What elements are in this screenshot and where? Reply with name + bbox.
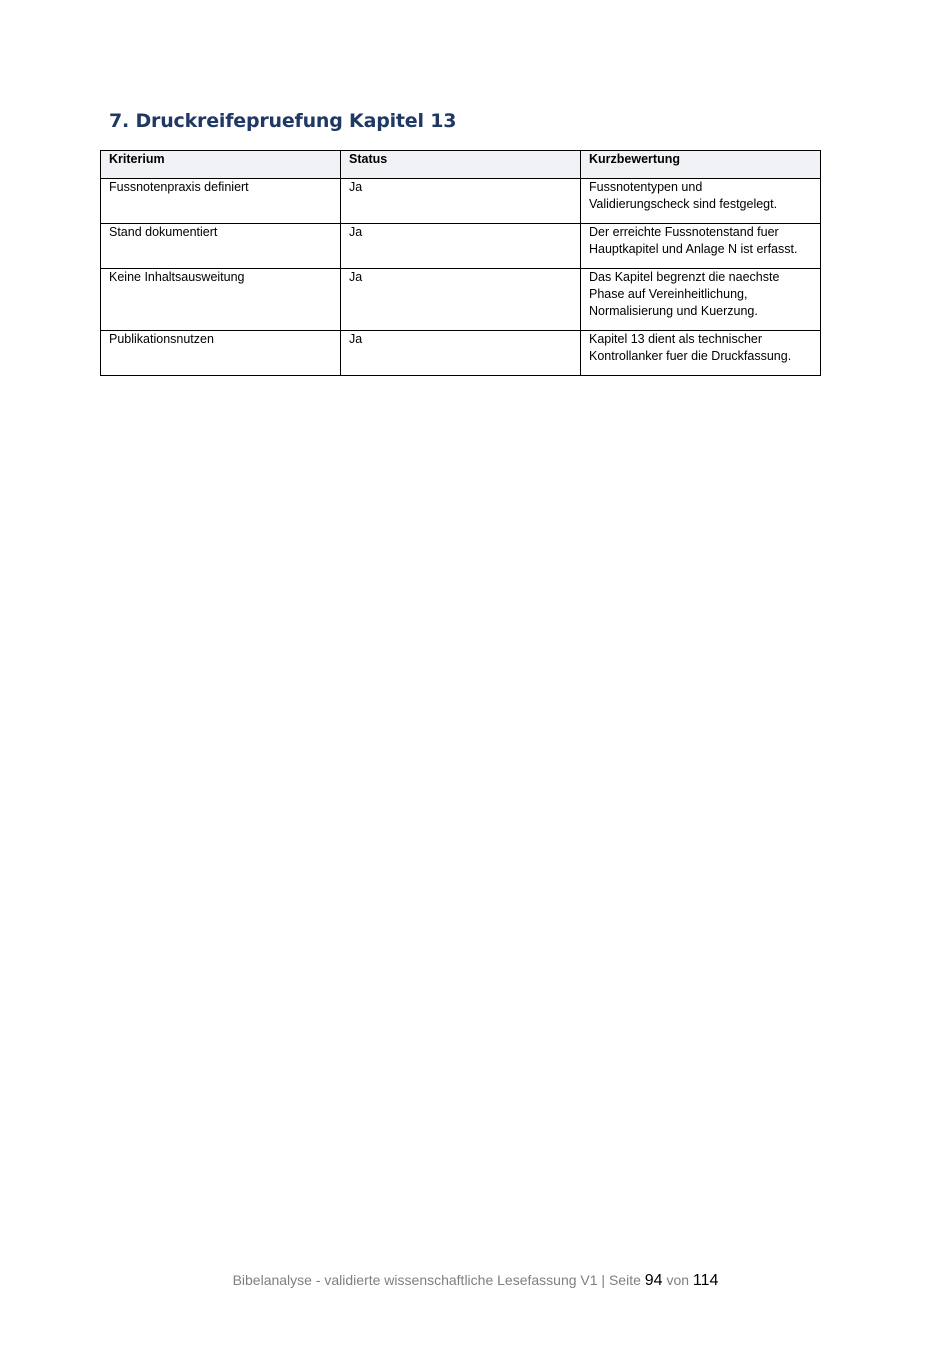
table-row [101,179,821,224]
cell-kurzbewertung [581,224,821,269]
cell-kriterium: Publikationsnutzen [101,331,341,376]
cell-status: Ja [341,269,581,331]
cell-line: Normalisierung und Kuerzung. [589,304,758,318]
cell-line: Kontrollanker fuer die Druckfassung. [589,349,792,363]
cell-line: Das Kapitel begrenzt die naechste [589,270,780,284]
criteria-table [100,150,821,376]
table-row [101,269,821,331]
cell-status: Ja [341,179,581,224]
cell-line: Kapitel 13 dient als technischer [589,332,763,346]
cell-kurzbewertung [581,179,821,224]
cell-line: Validierungscheck sind festgelegt. [589,197,778,211]
footer-page-number: 94 [644,1272,663,1289]
cell-kurzbewertung [581,269,821,331]
column-header-kriterium: Kriterium [101,151,341,179]
cell-line: Fussnotentypen und [589,180,703,194]
cell-line: Phase auf Vereinheitlichung, [589,287,748,301]
cell-line: Hauptkapitel und Anlage N ist erfasst. [589,242,798,256]
footer-text: Bibelanalyse - validierte wissenschaftliche Lesefassung V1 | Seite [232,1272,641,1288]
table-row [101,224,821,269]
column-header-status: Status [341,151,581,179]
footer-separator: von [666,1272,690,1288]
cell-status: Ja [341,224,581,269]
page-footer [0,1272,951,1290]
cell-line: Der erreichte Fussnotenstand fuer [589,225,779,239]
table-row [101,331,821,376]
cell-kriterium: Keine Inhaltsausweitung [101,269,341,331]
cell-kurzbewertung [581,331,821,376]
table-header-row [101,151,821,179]
section-heading: 7. Druckreifepruefung Kapitel 13 [109,110,457,132]
cell-kriterium: Fussnotenpraxis definiert [101,179,341,224]
column-header-kurzbewertung: Kurzbewertung [581,151,821,179]
cell-status: Ja [341,331,581,376]
footer-page-total: 114 [692,1272,719,1289]
cell-kriterium: Stand dokumentiert [101,224,341,269]
